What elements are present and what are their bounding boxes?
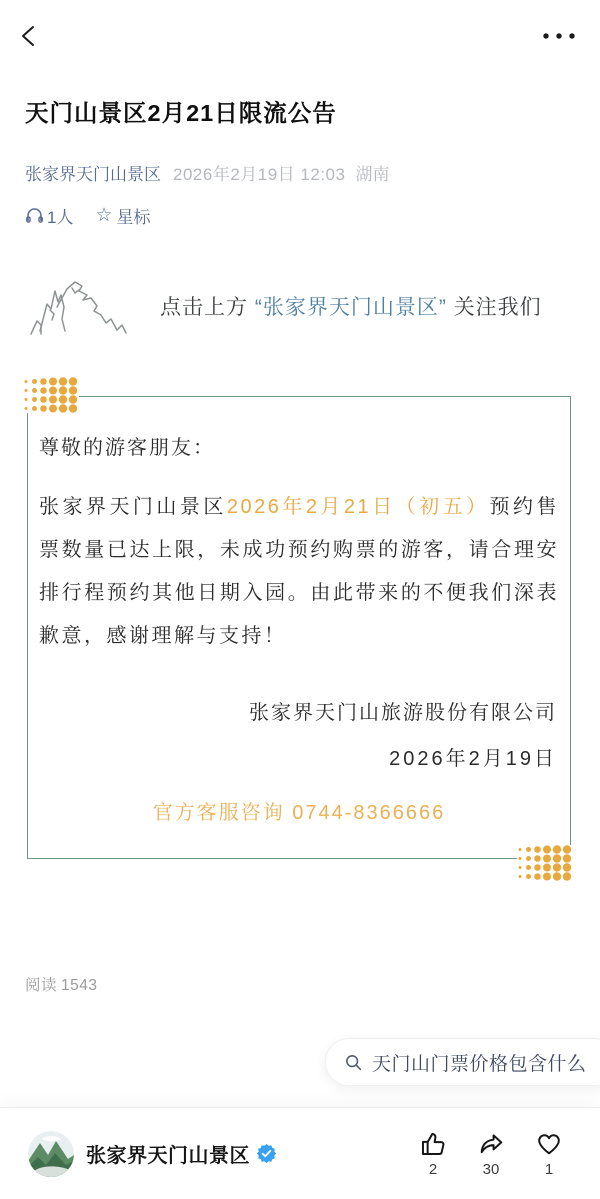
notice-signature-block xyxy=(39,690,559,782)
follow-banner[interactable] xyxy=(28,274,575,338)
notice-paragraph xyxy=(39,486,559,658)
follow-banner-text xyxy=(160,291,542,321)
footer-actions xyxy=(404,1130,578,1178)
more-ellipsis-icon[interactable] xyxy=(542,32,576,40)
notice-greeting: 尊敬的游客朋友： xyxy=(39,436,215,459)
mountain-sketch-icon xyxy=(28,274,154,338)
notice-text-start: 张家界天门山景区 xyxy=(39,495,227,518)
read-count-row xyxy=(25,973,575,995)
share-button[interactable] xyxy=(462,1130,520,1178)
listen-button[interactable] xyxy=(25,203,73,228)
read-count: 1543 xyxy=(61,976,98,994)
dots-decoration-top-left xyxy=(23,377,79,413)
share-arrow-icon xyxy=(477,1130,505,1158)
notice-text-rest: 预约售票数量已达上限，未成功预约购票的游客，请合理安排行程预约其他日期入园。由此带来的不便我们深表歉意，感谢理解与支持！ xyxy=(39,495,560,647)
publish-datetime: 2026年2月19日 12:03 xyxy=(173,164,346,184)
footer-bar xyxy=(0,1107,600,1199)
star-label: 星标 xyxy=(116,207,151,227)
banner-prefix: 点击上方 xyxy=(160,295,248,319)
page-title: 天门山景区2月21日限流公告 xyxy=(25,100,337,126)
search-icon xyxy=(344,1053,363,1072)
announcement-box xyxy=(27,396,571,859)
thumb-up-icon xyxy=(419,1130,447,1158)
star-outline-icon: ☆ xyxy=(95,204,113,226)
read-label: 阅读 xyxy=(25,976,58,994)
favorite-button[interactable] xyxy=(520,1130,578,1178)
heart-icon xyxy=(535,1130,563,1158)
favorite-count: 1 xyxy=(544,1160,554,1178)
star-button[interactable] xyxy=(95,203,150,228)
listen-star-row xyxy=(25,203,575,228)
article-meta xyxy=(25,160,575,185)
back-chevron-icon[interactable] xyxy=(18,24,42,48)
verified-badge-icon xyxy=(256,1143,277,1164)
headphones-icon xyxy=(25,206,44,225)
author-link[interactable]: 张家界天门山景区 xyxy=(25,164,161,184)
search-query-text: 天门山门票价格包含什么 xyxy=(372,1053,587,1075)
banner-account-name[interactable]: “张家界天门山景区” xyxy=(254,295,447,319)
search-suggestion-pill[interactable] xyxy=(325,1038,600,1086)
publish-location: 湖南 xyxy=(355,164,390,184)
share-count: 30 xyxy=(482,1160,500,1178)
dots-decoration-bottom-right xyxy=(517,845,573,881)
company-signature: 张家界天门山旅游股份有限公司 xyxy=(249,701,557,724)
top-nav-bar xyxy=(0,0,600,56)
listen-count: 1人 xyxy=(47,207,74,227)
banner-suffix: 关注我们 xyxy=(453,295,542,319)
like-count: 2 xyxy=(428,1160,438,1178)
like-button[interactable] xyxy=(404,1130,462,1178)
notice-date-highlight: 2026年2月21日（初五） xyxy=(226,495,490,518)
account-avatar[interactable] xyxy=(28,1131,74,1177)
hotline-text: 官方客服咨询 0744-8366666 xyxy=(152,801,446,824)
signature-date: 2026年2月19日 xyxy=(389,747,557,770)
footer-account-name[interactable]: 张家界天门山景区 xyxy=(86,1145,250,1167)
